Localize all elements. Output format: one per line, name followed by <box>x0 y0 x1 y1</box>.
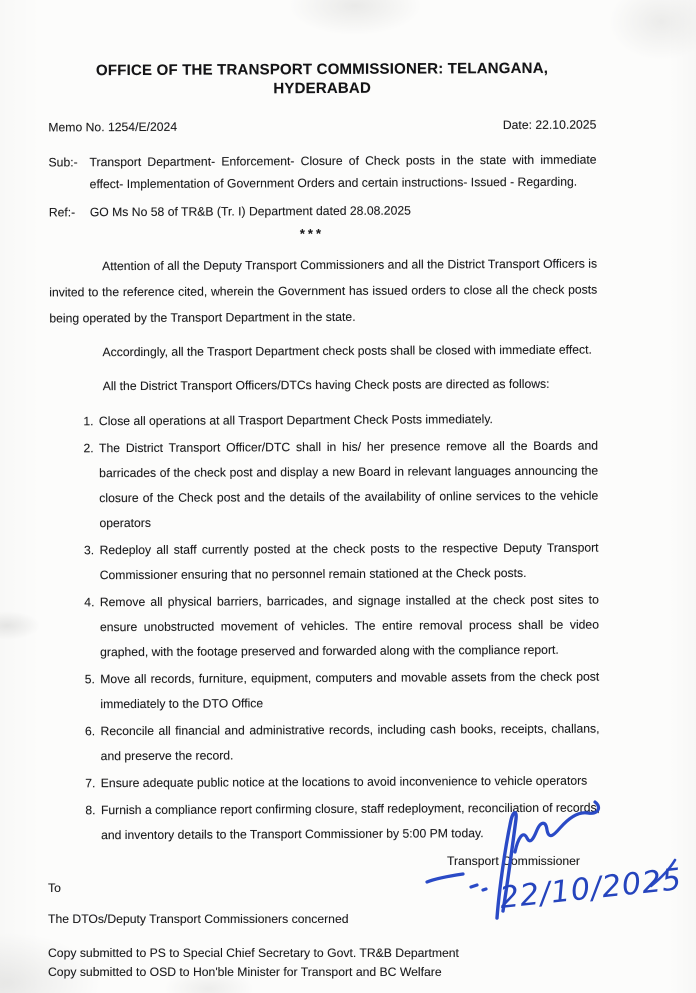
addressee-line: The DTOs/Deputy Transport Commissioners concerned <box>48 912 349 926</box>
directive-item-4: 4. Remove all physical barriers, barricades, and signage installed at the check post sites to ensure unobstructed movement of vehicles. The entire removal process shall be video graphed, with the footage preserved and forwarded along with the compliance report. <box>98 588 599 666</box>
directive-item-7: 7. Ensure adequate public notice at the locations to avoid inconvenience to vehicle operators <box>99 769 600 797</box>
directive-item-2: 2. The District Transport Officer/DTC shall in his/ her presence remove all the Boards and barricades of the check post and display a new Board in relevant languages announcing the closure of the Check post and the details of the availability of online services to the vehicle operators <box>97 434 599 537</box>
reference-row <box>49 199 597 224</box>
separator-stars: *** <box>299 225 325 242</box>
handwritten-date: 22/10/2025 <box>498 862 684 916</box>
signatory-title: Transport Commissioner <box>447 854 580 868</box>
document-title: OFFICE OF THE TRANSPORT COMMISSIONER: TELANGANA, HYDERABAD <box>95 59 549 98</box>
copy-line-2: Copy submitted to OSD to Hon'ble Minister for Transport and BC Welfare <box>48 965 442 979</box>
body-paragraph-1: Attention of all the Deputy Transport Commissioners and all the District Transport Officers is invited to the reference cited, wherein the Government has issued orders to close all the check posts being operated by the Transport Department in the state. <box>49 256 598 326</box>
directive-item-8: 8. Furnish a compliance report confirming closure, staff redeployment, reconciliation of records, and inventory details to the Transport Commissioner by 5:00 PM today. <box>99 796 600 849</box>
copy-line-1: Copy submitted to PS to Special Chief Secretary to Govt. TR&B Department <box>48 946 459 960</box>
directive-item-6: 6. Reconcile all financial and administrative records, including cash books, receipts, challans, and preserve the record. <box>98 717 599 770</box>
reference-label: Ref:- <box>48 205 76 220</box>
body-paragraph-2: Accordingly, all the Trasport Department check posts shall be closed with immediate effect. <box>102 342 592 360</box>
subject-text: Transport Department- Enforcement- Closure of Check posts in the state with immediate effect- Implementation of Government Orders and certain instructions- Issued - Regarding. <box>89 152 597 192</box>
memo-document <box>48 59 600 851</box>
to-label: To <box>48 881 61 895</box>
directive-item-3: 3. Redeploy all staff currently posted at the check posts to the respective Deputy Transport Commissioner ensuring that no personnel remain stationed at the Check posts. <box>98 536 599 589</box>
memo-date: Date: 22.10.2025 <box>502 117 597 133</box>
directive-item-5: 5. Move all records, furniture, equipment, computers and movable assets from the check post immediately to the DTO Office <box>98 665 599 718</box>
body-paragraph-3: All the District Transport Officers/DTCs having Check posts are directed as follows: <box>102 376 550 394</box>
subject-row <box>48 149 596 196</box>
subject-label: Sub:- <box>48 155 78 170</box>
reference-text: GO Ms No 58 of TR&B (Tr. I) Department dated 28.08.2025 <box>89 203 411 220</box>
memo-number: Memo No. 1254/E/2024 <box>48 119 178 135</box>
memo-header-row <box>48 117 596 136</box>
copy-lines <box>48 944 459 982</box>
signature-ink-icon <box>425 790 683 928</box>
signature-block <box>425 790 683 928</box>
directive-item-1: 1. Close all operations at all Trasport Department Check Posts immediately. <box>97 407 598 435</box>
directives-list <box>50 407 600 849</box>
